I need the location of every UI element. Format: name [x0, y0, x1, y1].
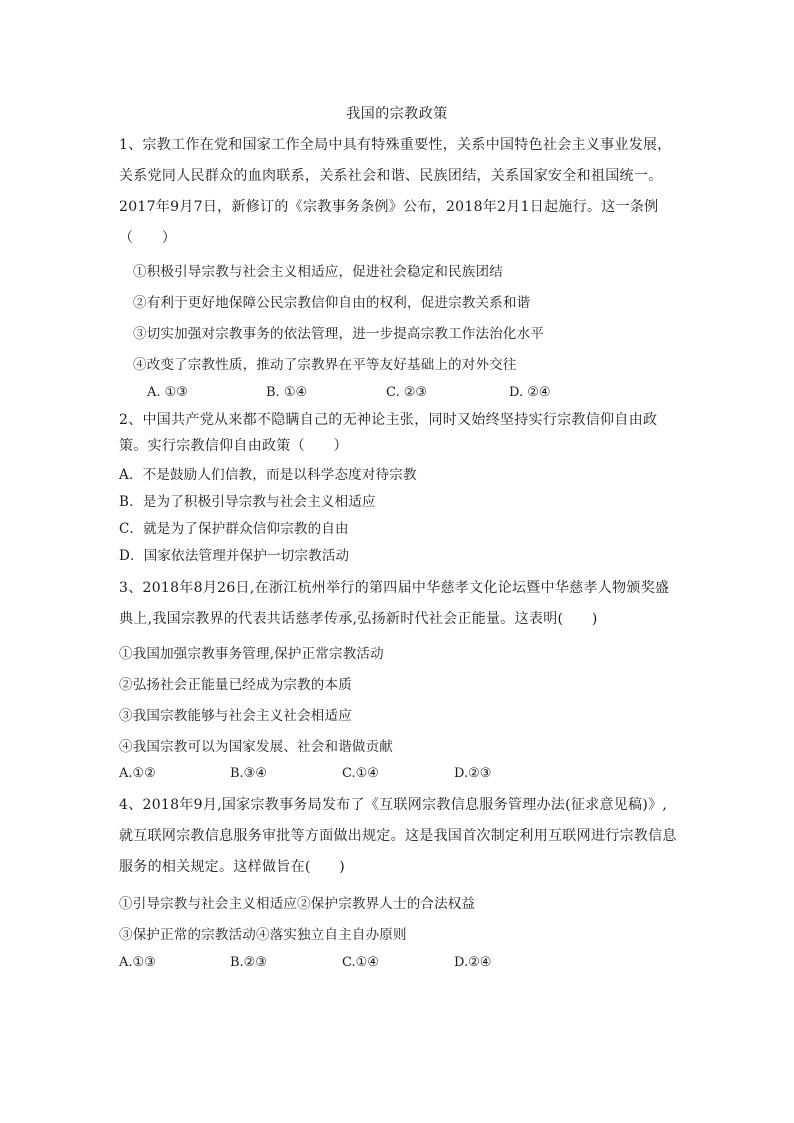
question-1-item-1: ①积极引导宗教与社会主义相适应，促进社会稳定和民族团结: [133, 264, 503, 280]
question-2-stem: 2、中国共产党从来都不隐瞒自己的无神论主张，同时又始终坚持实行宗教信仰自由政策。实行宗教信仰自由政策（ ）: [119, 412, 658, 454]
question-3-item-1: ①我国加强宗教事务管理,保护正常宗教活动: [119, 646, 384, 662]
question-2-option-a: A．不是鼓励人们信教，而是以科学态度对待宗教: [119, 467, 417, 483]
question-3-item-2: ②弘扬社会正能量已经成为宗教的本质: [119, 677, 352, 693]
question-1-item-3: ③切实加强对宗教事务的依法管理，进一步提高宗教工作法治化水平: [133, 326, 544, 342]
question-1-option-c: C. ②③: [386, 385, 428, 400]
question-3-option-a: A.①②: [119, 766, 156, 781]
question-4-items-line-2: ③保护正常的宗教活动④落实独立自主自办原则: [119, 927, 407, 943]
question-1-stem: 1、宗教工作在党和国家工作全局中具有特殊重要性，关系中国特色社会主义事业发展，关系党同人民群众的血肉联系，关系社会和谐、民族团结，关系国家安全和祖国统一。2017年9月7日，新修订的《宗教事务条例》公布，2018年2月1日起施行。这一条例（ ）: [119, 137, 672, 246]
question-3-option-b: B.③④: [230, 766, 267, 781]
question-1-option-d: D. ②④: [509, 385, 551, 400]
question-4-stem: 4、2018年9月,国家宗教事务局发布了《互联网宗教信息服务管理办法(征求意见稿)》,就互联网宗教信息服务审批等方面做出规定。这是我国首次制定利用互联网进行宗教信息服务的相关规定。这样做旨在( ): [119, 797, 677, 875]
question-3-stem: 3、2018年8月26日,在浙江杭州举行的第四届中华慈孝文化论坛暨中华慈孝人物颁奖盛典上,我国宗教界的代表共话慈孝传承,弘扬新时代社会正能量。这表明( ): [119, 580, 670, 627]
question-3-item-3: ③我国宗教能够与社会主义社会相适应: [119, 708, 352, 724]
question-4-option-d: D.②④: [454, 955, 492, 970]
question-1-item-4: ④改变了宗教性质，推动了宗教界在平等友好基础上的对外交往: [133, 357, 517, 373]
question-4-option-a: A.①③: [119, 955, 156, 970]
question-3-option-c: C.①④: [342, 766, 379, 781]
question-4-items-line-1: ①引导宗教与社会主义相适应②保护宗教界人士的合法权益: [119, 896, 476, 912]
question-2-option-c: C．就是为了保护群众信仰宗教的自由: [119, 521, 349, 537]
question-1-option-a: A. ①③: [147, 385, 188, 400]
question-1-item-2: ②有利于更好地保障公民宗教信仰自由的权利，促进宗教关系和谐: [133, 295, 531, 311]
question-4-option-c: C.①④: [342, 955, 379, 970]
question-2-option-b: B．是为了积极引导宗教与社会主义相适应: [119, 494, 376, 510]
question-3-item-4: ④我国宗教可以为国家发展、社会和谐做贡献: [119, 739, 393, 755]
question-3-option-d: D.②③: [454, 766, 492, 781]
question-4-option-b: B.②③: [230, 955, 267, 970]
question-2-option-d: D．国家依法管理并保护一切宗教活动: [119, 548, 350, 564]
page-title: 我国的宗教政策: [346, 106, 448, 122]
question-1-option-b: B. ①④: [266, 385, 308, 400]
